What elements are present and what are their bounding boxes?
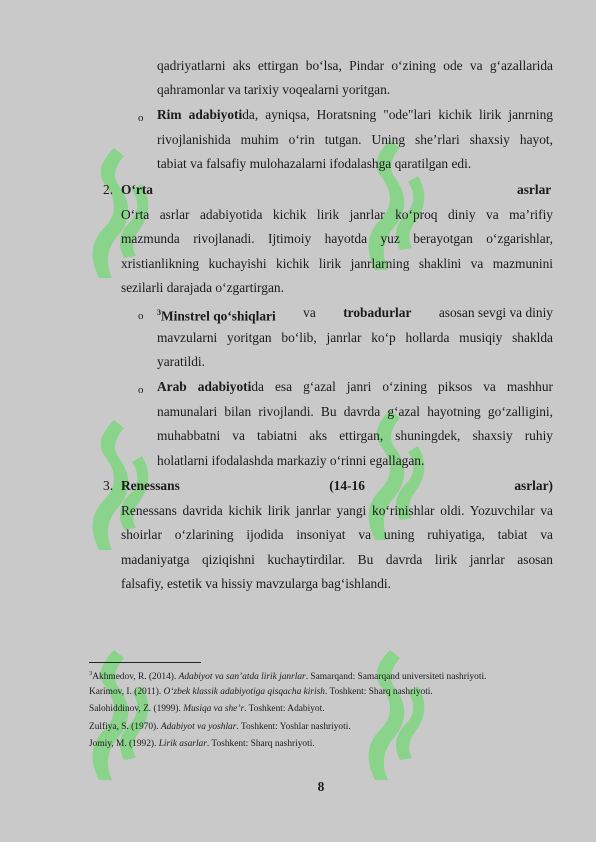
section-number: 3. (103, 478, 114, 493)
page-number: 8 (317, 779, 325, 794)
section-heading: Renessans (14-16 asrlar) (121, 478, 553, 493)
body-line: shoirlar o‘zlarining ijodida insoniyat va uning ruhiyatiga, tabiat va (121, 527, 553, 542)
body-line: Renessans davrida kichik lirik janrlar yangi ko‘rinishlar oldi. Yozuvchilar va (121, 503, 553, 518)
body-line: madaniyatga qiziqishni kuchaytirdilar. Bu davrda lirik janrlar asosan (121, 552, 553, 567)
section-number: 2. (103, 182, 114, 197)
section-heading: O‘rta (121, 182, 153, 197)
body-line: rivojlanishida muhim o‘rin tutgan. Uning she’rlari shaxsiy hayot, (157, 132, 553, 147)
body-line: yaratildi. (157, 354, 205, 369)
footnote-entry: Zulfiya, S. (1970). Adabiyot va yoshlar. Toshkent: Yoshlar nashriyoti. (89, 722, 351, 732)
bullet-marker: o (138, 310, 144, 322)
footnote-entry: Jomiy, M. (1992). Lirik asarlar. Toshkent: Sharq nashriyoti. (89, 739, 315, 749)
body-line: qadriyatlarni aks ettirgan bo‘lsa, Pindar o‘zining ode va g‘azallarida (157, 58, 553, 73)
body-line: mavzularni yoritgan bo‘lib, janrlar ko‘p hollarda musiqiy shaklda (157, 330, 553, 345)
footnote-entry: Salohiddinov, Z. (1999). Musiqa va she’r. Toshkent: Adabiyot. (89, 704, 325, 714)
arab-line-1: Arab adabiyotida esa g‘azal janri o‘zining piksos va mashhur (157, 379, 553, 394)
body-line: muhabbatni va tabiatni aks ettirgan, shuningdek, shaxsiy ruhiy (157, 428, 553, 443)
body-line: O‘rta asrlar adabiyotida kichik lirik janrlar ko‘proq diniy va ma’rifiy (121, 207, 553, 222)
bullet-marker: o (138, 112, 144, 124)
body-line: holatlarni ifodalashda markaziy o‘rinni egallagan. (157, 453, 425, 468)
body-line: mazmunda rivojlanadi. Ijtimoiy hayotda yuz berayotgan o‘zgarishlar, (121, 231, 553, 246)
footnote-separator (89, 662, 201, 663)
footnote-entry: Karimov, I. (2011). O‘zbek klassik adabiyotiga qisqacha kirish. Toshkent: Sharq nashriyoti. (89, 687, 433, 697)
minstrel-line-1: $^3$Minstrel qo‘shiqlari va trobadurlar asosan sevgi va diniy (157, 305, 553, 324)
footnote-ref: 3 (157, 308, 161, 317)
footnote-entry: $^3$Akhmedov, R. (2014). Adabiyot va san’atda lirik janrlar. Samarqand: Samarqand universiteti nashriyoti. (89, 670, 487, 683)
body-line: qahramonlar va tarixiy voqealarni yoritgan. (157, 82, 391, 97)
body-line: falsafiy, estetik va hissiy mavzularga bag‘ishlandi. (121, 576, 391, 591)
rim-line-1: Rim adabiyotida, ayniqsa, Horatsning "ode"lari kichik lirik janrning (157, 107, 554, 122)
body-line: tabiat va falsafiy mulohazalarni ifodalashga qaratilgan edi. (157, 156, 472, 171)
section-heading: asrlar (517, 182, 552, 197)
rim-heading: Rim adabiyoti (157, 107, 243, 122)
body-line: xristianlikning kuchayishi kichik lirik janrlarning shaklini va mazmunini (121, 256, 553, 271)
body-line: sezilarli darajada o‘zgartirgan. (121, 280, 284, 295)
watermark-logo (360, 640, 430, 790)
arab-heading: Arab adabiyoti (157, 379, 252, 394)
body-line: namunalari bilan rivojlandi. Bu davrda g‘azal hayotning go‘zalligini, (157, 404, 553, 419)
bullet-marker: o (138, 384, 144, 396)
